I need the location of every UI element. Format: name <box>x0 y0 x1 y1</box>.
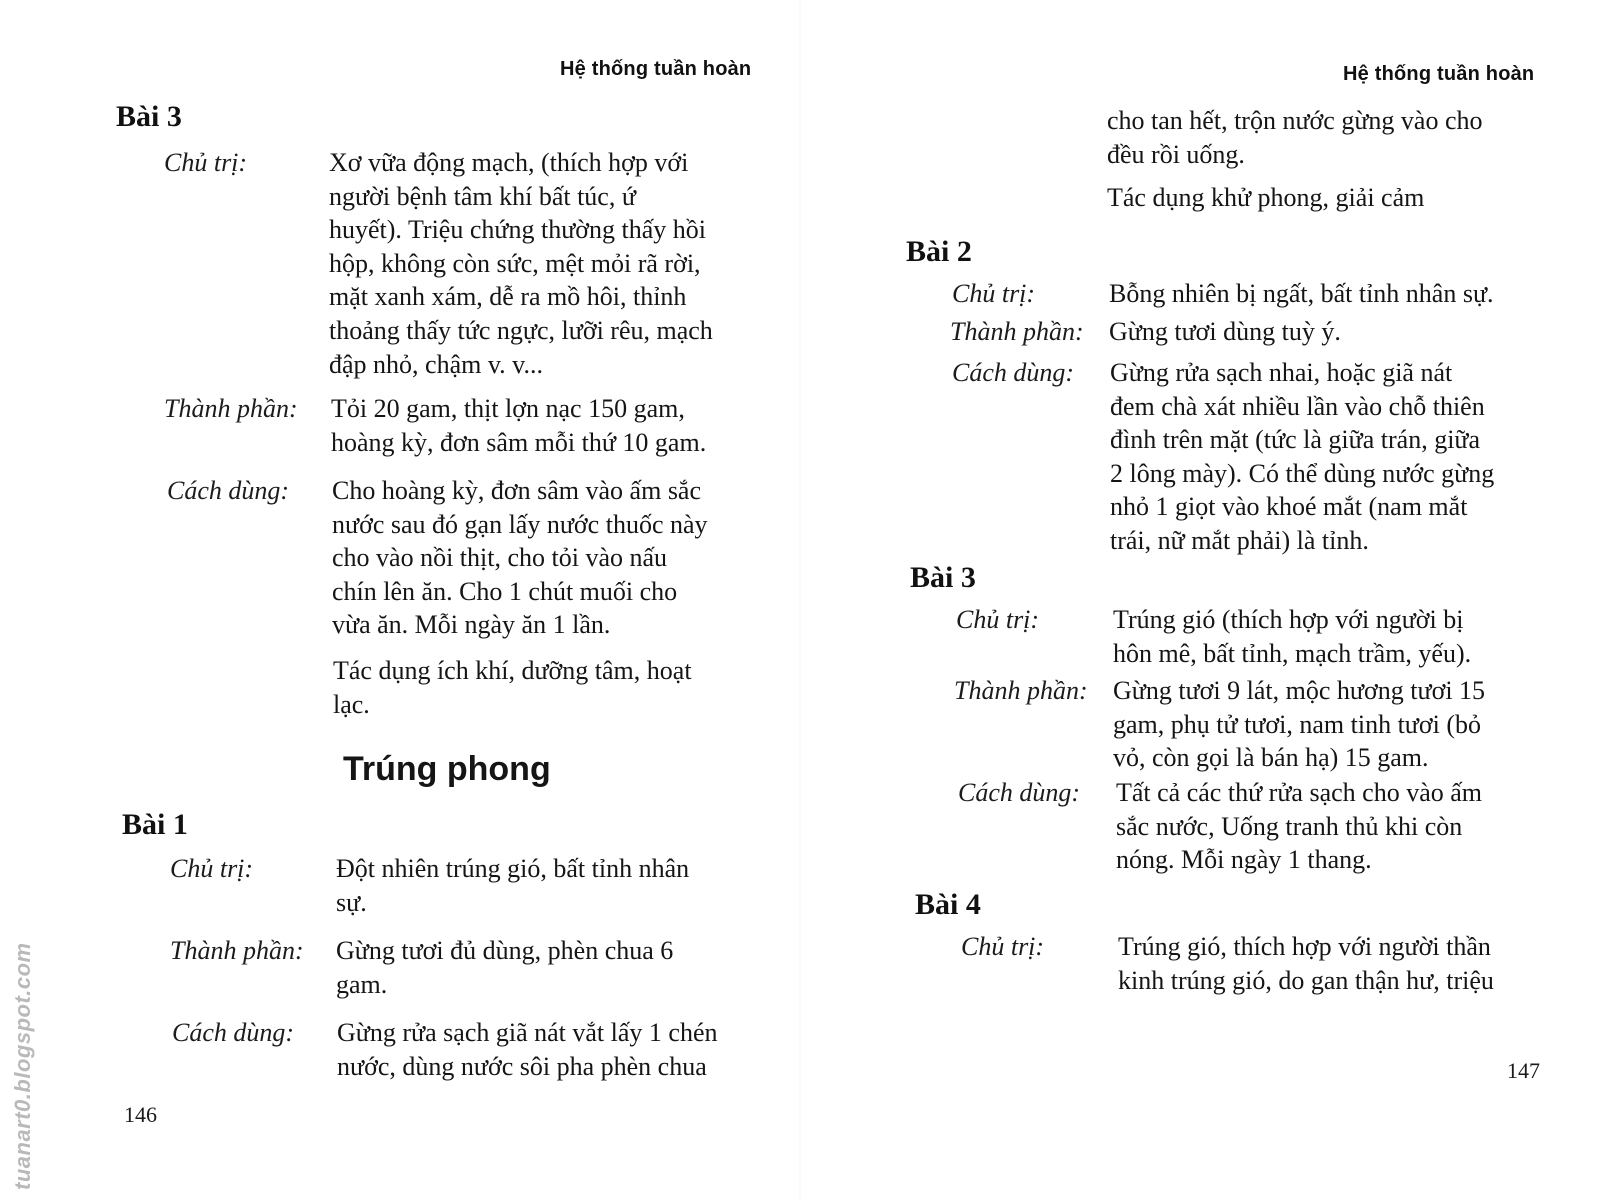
text-line: đình trên mặt (tức là giữa trán, giữa <box>1110 425 1481 455</box>
right-running-head: Hệ thống tuần hoàn <box>1343 63 1535 85</box>
text-line: mặt xanh xám, dễ ra mồ hôi, thỉnh <box>329 282 687 312</box>
right-page-number: 147 <box>1507 1058 1540 1083</box>
text-line: Gừng tươi 9 lát, mộc hương tươi 15 <box>1113 676 1486 705</box>
text-line: vỏ, còn gọi là bán hạ) 15 gam. <box>1113 743 1429 773</box>
right-recipe-4-title: Bài 4 <box>915 888 981 921</box>
left-recipe-3-chu-tri-label: Chủ trị: <box>164 148 248 177</box>
text-line: cho vào nồi thịt, cho tỏi vào nấu <box>332 543 668 573</box>
left-recipe-1-cach-dung-label: Cách dùng: <box>172 1018 295 1047</box>
text-line: huyết). Triệu chứng thường thấy hồi <box>329 215 707 245</box>
right-recipe-3-chu-tri-text <box>1113 603 1543 670</box>
text-line: Tất cả các thứ rửa sạch cho vào ấm <box>1116 778 1482 807</box>
text-line: người bệnh tâm khí bất túc, ứ <box>329 181 636 211</box>
text-line: Trúng gió (thích hợp với người bị <box>1113 605 1464 634</box>
right-recipe-2-title: Bài 2 <box>906 235 972 268</box>
text-line: lạc. <box>333 689 370 719</box>
right-recipe-2-cach-dung-text <box>1110 356 1540 558</box>
left-page-number: 146 <box>124 1102 157 1127</box>
right-recipe-3-thanh-phan-text <box>1113 674 1543 775</box>
right-recipe-2-chu-tri-label: Chủ trị: <box>952 279 1036 308</box>
right-recipe-3-cach-dung-label: Cách dùng: <box>958 778 1081 807</box>
text-line: nóng. Mỗi ngày 1 thang. <box>1116 845 1372 875</box>
text-line: Đột nhiên trúng gió, bất tỉnh nhân <box>336 854 690 883</box>
text-line: hôn mê, bất tỉnh, mạch trầm, yếu). <box>1113 638 1472 668</box>
right-recipe-3-title: Bài 3 <box>910 561 976 594</box>
left-recipe-1-thanh-phan-text <box>336 934 777 1001</box>
text-line: Cho hoàng kỳ, đơn sâm vào ấm sắc <box>332 476 702 505</box>
left-recipe-3-tac-dung-text <box>333 654 777 721</box>
left-recipe-3-thanh-phan-label: Thành phần: <box>164 394 298 423</box>
left-recipe-3-chu-tri-text <box>329 146 775 381</box>
text-line: Trúng gió, thích hợp với người thần <box>1118 932 1491 961</box>
text-line: hộp, không còn sức, mệt mỏi rã rời, <box>329 248 701 278</box>
left-recipe-1-thanh-phan-label: Thành phần: <box>170 936 304 965</box>
right-recipe-2-thanh-phan-label: Thành phần: <box>950 317 1084 346</box>
text-line: đều rồi uống. <box>1107 139 1245 169</box>
section-title: Trúng phong <box>343 750 551 788</box>
text-line: thoảng thấy tức ngực, lưỡi rêu, mạch <box>329 315 713 345</box>
left-recipe-3-cach-dung-text <box>332 474 777 642</box>
left-running-head: Hệ thống tuần hoàn <box>560 58 752 80</box>
text-line: cho tan hết, trộn nước gừng vào cho <box>1107 106 1483 135</box>
text-line: sắc nước, Uống tranh thủ khi còn <box>1116 811 1463 841</box>
text-line: Gừng tươi đủ dùng, phèn chua 6 <box>336 936 674 965</box>
right-page <box>800 0 1600 1200</box>
right-recipe-4-chu-tri-text <box>1118 930 1548 997</box>
text-line: Tỏi 20 gam, thịt lợn nạc 150 gam, <box>331 394 685 423</box>
right-recipe-3-cach-dung-text <box>1116 776 1546 877</box>
text-line: Gừng rửa sạch nhai, hoặc giã nát <box>1110 358 1453 387</box>
text-line: vừa ăn. Mỗi ngày ăn 1 lần. <box>332 610 611 640</box>
text-line: gam. <box>336 969 388 999</box>
text-line: đem chà xát nhiều lần vào chỗ thiên <box>1110 391 1485 421</box>
text-line: nhỏ 1 giọt vào khoé mắt (nam mắt <box>1110 492 1468 522</box>
right-recipe-3-thanh-phan-label: Thành phần: <box>954 676 1088 705</box>
text-line: gam, phụ tử tươi, nam tinh tươi (bỏ <box>1113 709 1482 739</box>
left-recipe-1-chu-tri-label: Chủ trị: <box>170 854 254 883</box>
left-recipe-1-chu-tri-text <box>336 852 777 919</box>
left-recipe-3-thanh-phan-text <box>331 392 777 459</box>
right-continued-effect: Tác dụng khử phong, giải cảm <box>1107 183 1425 212</box>
left-recipe-3-cach-dung-label: Cách dùng: <box>167 476 290 505</box>
text-line: kinh trúng gió, do gan thận hư, triệu <box>1118 965 1494 995</box>
text-line: nước sau đó gạn lấy nước thuốc này <box>332 509 708 539</box>
left-recipe-1-cach-dung-text <box>337 1016 777 1083</box>
text-line: chín lên ăn. Cho 1 chút muối cho <box>332 576 678 606</box>
text-line: đập nhỏ, chậm v. v... <box>329 349 543 379</box>
watermark: tuanart0.blogspot.com <box>10 942 35 1190</box>
text-line: Gừng rửa sạch giã nát vắt lấy 1 chén <box>337 1018 718 1047</box>
text-line: sự. <box>336 887 367 917</box>
right-recipe-3-chu-tri-label: Chủ trị: <box>956 605 1040 634</box>
right-recipe-2-cach-dung-label: Cách dùng: <box>952 358 1075 387</box>
text-line: Xơ vữa động mạch, (thích hợp với <box>329 148 689 177</box>
right-recipe-2-thanh-phan-text: Gừng tươi dùng tuỳ ý. <box>1109 317 1341 346</box>
right-recipe-4-chu-tri-label: Chủ trị: <box>961 932 1045 961</box>
left-recipe-3-title: Bài 3 <box>116 100 182 133</box>
text-line: hoàng kỳ, đơn sâm mỗi thứ 10 gam. <box>331 427 707 457</box>
text-line: 2 lông mày). Có thể dùng nước gừng <box>1110 458 1495 488</box>
left-recipe-1-title: Bài 1 <box>122 808 188 841</box>
text-line: trái, nữ mắt phải) là tỉnh. <box>1110 525 1369 555</box>
right-recipe-2-chu-tri-text: Bỗng nhiên bị ngất, bất tỉnh nhân sự. <box>1109 279 1494 308</box>
text-line: nước, dùng nước sôi pha phèn chua <box>337 1051 707 1081</box>
right-continued-text <box>1107 104 1537 171</box>
text-line: Tác dụng ích khí, dưỡng tâm, hoạt <box>333 656 692 685</box>
